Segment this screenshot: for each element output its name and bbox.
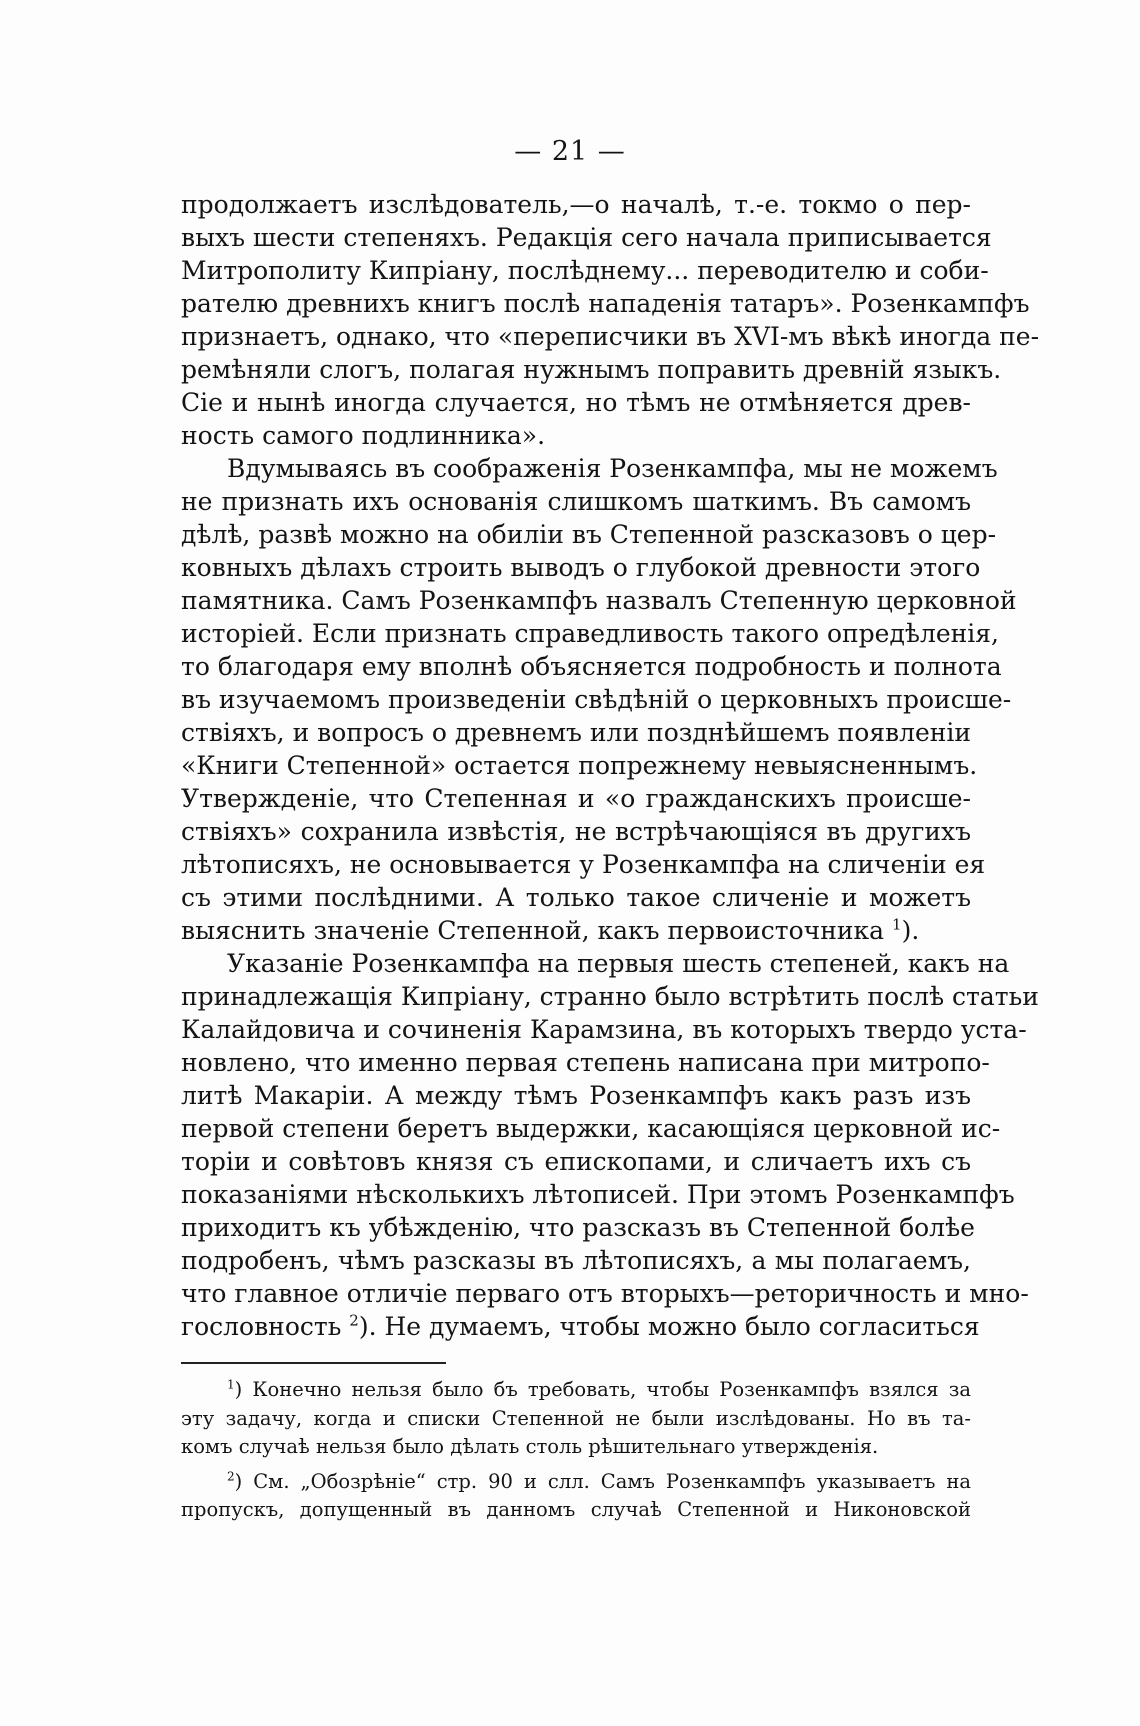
text-line: выхъ шести степеняхъ. Редакція сего начала приписывается: [181, 223, 992, 252]
main-text: [181, 188, 1040, 1343]
text-line: принадлежащія Кипріану, странно было встрѣтить послѣ статьи: [181, 982, 1039, 1011]
text-line-tail: ).: [901, 916, 920, 945]
text-line: памятника. Самъ Розенкампфъ назвалъ Степенную церковной: [181, 586, 1017, 615]
text-line: [181, 914, 971, 947]
text-line: показаніями нѣсколькихъ лѣтописей. При этомъ Розенкампфъ: [181, 1180, 1015, 1209]
text-line: ковныхъ дѣлахъ строить выводъ о глубокой древности этого: [181, 553, 981, 582]
text-line: торіи и совѣтовъ князя съ епископами, и сличаетъ ихъ съ: [181, 1147, 971, 1176]
text-line: не признать ихъ основанія слишкомъ шаткимъ. Въ самомъ: [181, 487, 971, 516]
text-line: что главное отличіе перваго отъ вторыхъ—реторичность и мно-: [181, 1279, 1029, 1308]
footnote-marker: 2: [227, 1469, 235, 1483]
text-line: съ этими послѣдними. А только такое сличеніе и можетъ: [181, 883, 971, 912]
text-line: приходитъ къ убѣжденію, что разсказъ въ Степенной болѣе: [181, 1213, 975, 1242]
footnote-ref: 2: [349, 1311, 359, 1330]
text-line: лѣтописяхъ, не основывается у Розенкампфа на сличеніи ея: [181, 850, 986, 879]
footnote-text: ) Конечно нельзя было бъ требовать, чтобы Розенкампфъ взялся за: [234, 1378, 971, 1401]
paragraph-start-line: Указаніе Розенкампфа на первыя шесть степеней, какъ на: [227, 949, 1010, 978]
text-line-body: выяснить значеніе Степенной, какъ первоисточника: [181, 916, 885, 945]
footnote-line: пропускъ, допущенный въ данномъ случаѣ Степенной и Никоновской: [181, 1498, 971, 1521]
footnote-line: эту задачу, когда и списки Степенной не были изслѣдованы. Но въ та-: [181, 1406, 971, 1430]
page-number: — 21 —: [514, 136, 626, 167]
text-line: ность самого подлинника».: [181, 421, 546, 450]
footnote-line: [181, 1468, 971, 1497]
footnote-line: комъ случаѣ нельзя было дѣлать столь рѣшительнаго утвержденія.: [181, 1435, 879, 1458]
text-line: Утвержденіе, что Степенная и «о гражданскихъ происше-: [181, 784, 971, 813]
text-line: первой степени беретъ выдержки, касающіяся церковной ис-: [181, 1114, 1001, 1143]
text-line: Сіе и нынѣ иногда случается, но тѣмъ не отмѣняется древ-: [181, 388, 971, 417]
footnote-marker: 1: [227, 1377, 235, 1392]
text-line: признаетъ, однако, что «переписчики въ XVI-мъ вѣкѣ иногда пе-: [181, 322, 1040, 351]
text-line: «Книги Степенной» остается попрежнему невыясненнымъ.: [181, 751, 978, 780]
text-line: дѣлѣ, развѣ можно на обиліи въ Степенной разсказовъ о цер-: [181, 520, 997, 549]
paragraph-start-line: Вдумываясь въ соображенія Розенкампфа, мы не можемъ: [227, 454, 998, 483]
text-line: Митрополиту Кипріану, послѣднему... переводителю и соби-: [181, 256, 989, 285]
text-line: продолжаетъ изслѣдователь,—о началѣ, т.-е. токмо о пер-: [181, 190, 971, 219]
text-line: литѣ Макаріи. А между тѣмъ Розенкампфъ какъ разъ изъ: [181, 1081, 971, 1110]
footnotes: [181, 1376, 971, 1525]
footnote-line: [181, 1376, 971, 1405]
text-line: новлено, что именно первая степень написана при митропо-: [181, 1048, 990, 1077]
text-line: то благодаря ему вполнѣ объясняется подробность и полнота: [181, 652, 1002, 681]
text-line: ствіяхъ, и вопросъ о древнемъ или позднѣйшемъ появленіи: [181, 718, 972, 747]
text-line: въ изучаемомъ произведеніи свѣдѣній о церковныхъ происше-: [181, 685, 1012, 714]
text-line: Калайдовича и сочиненія Карамзина, въ которыхъ твердо уста-: [181, 1015, 1027, 1044]
footnote-text: ) См. „Обозрѣніе“ стр. 90 и слл. Самъ Розенкампфъ указываетъ на: [234, 1469, 971, 1493]
text-line: подробенъ, чѣмъ разсказы въ лѣтописяхъ, а мы полагаемъ,: [181, 1246, 971, 1275]
footnote-ref: 1: [892, 915, 902, 934]
text-line: исторіей. Если признать справедливость такого опредѣленія,: [181, 619, 999, 648]
text-line: ремѣняли слогъ, полагая нужнымъ поправить древній языкъ.: [181, 355, 1002, 384]
text-line: рателю древнихъ книгъ послѣ нападенія татаръ». Розенкампфъ: [181, 289, 1030, 318]
text-line: ствіяхъ» сохранила извѣстія, не встрѣчающіяся въ другихъ: [181, 817, 971, 846]
footnote-divider: [181, 1362, 446, 1364]
text-line: [181, 1310, 980, 1343]
text-line-tail: ). Не думаемъ, чтобы можно было согласиться: [358, 1312, 980, 1341]
text-line-body: гословность: [181, 1312, 342, 1341]
